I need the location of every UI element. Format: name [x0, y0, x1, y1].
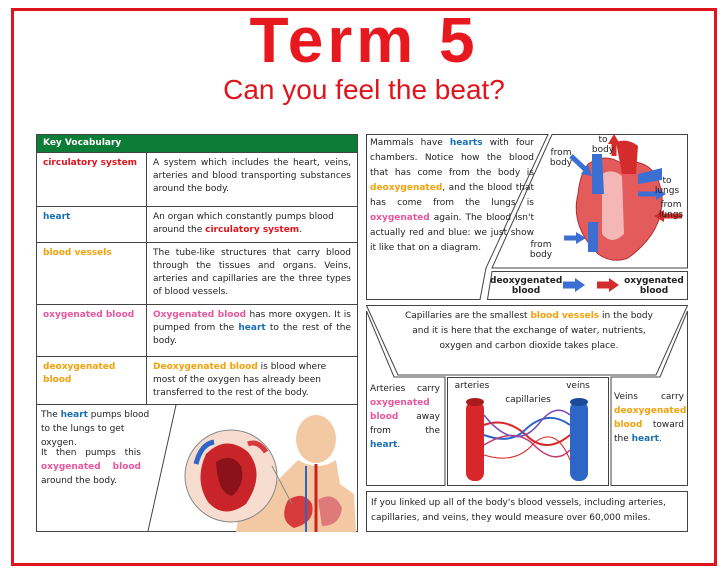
term-deoxygenated-blood: deoxygenated blood [37, 357, 147, 409]
label-from-body-top: from body [549, 148, 573, 168]
definition: A system which includes the heart, veins, arteries and blood transporting substances around the body. [147, 153, 358, 207]
definition: An organ which constantly pumps blood around the circulatory system. [147, 207, 358, 243]
arteries-text: Arteries carry oxygenated blood away from the heart. [370, 384, 440, 450]
veins-text: Veins carry deoxygenated blood toward the heart. [614, 392, 687, 444]
capillaries-text: Capillaries are the smallest blood vessels in the body and it is here that the exchange of water, nutrients, oxygen and carbon dioxide takes place. [405, 311, 653, 351]
fact-text: If you linked up all of the body's blood vessels, including arteries, capillaries, and veins, they would measure over 60,000 miles. [371, 498, 666, 523]
page-title: Term 5 [249, 4, 479, 76]
pump-text-2: It then pumps this oxygenated blood around the body. [41, 448, 141, 486]
pump-text-1: The heart pumps blood to the lungs to get oxygen. [41, 410, 150, 448]
label-veins: veins [566, 381, 590, 391]
label-from-lungs: from lungs [658, 200, 684, 220]
legend-oxygenated: oxygenated blood [624, 276, 684, 296]
vocabulary-heading: Key Vocabulary [37, 135, 358, 153]
term-blood-vessels: blood vessels [37, 243, 147, 305]
term-circulatory-system: circulatory system [37, 153, 147, 207]
term-heart: heart [37, 207, 147, 243]
vocabulary-table [36, 134, 358, 409]
label-to-body: to body [591, 135, 615, 155]
table-row [37, 305, 358, 357]
mammals-text: Mammals have hearts with four chambers. Notice how the blood that has come from the body is deoxygenated, and the blood that has come from the lungs is oxygenated again. The blood isn't actually red and blue: we just show it like that on a diagram. [370, 138, 534, 253]
label-capillaries: capillaries [505, 395, 551, 405]
label-arteries: arteries [454, 381, 490, 391]
table-row [37, 357, 358, 409]
page-subtitle: Can you feel the beat? [223, 74, 505, 105]
table-row [37, 207, 358, 243]
definition: The tube-like structures that carry blood through the tissues and organs. Veins, arteries and capillaries are the three types of blood vessels. [147, 243, 358, 305]
table-row [37, 243, 358, 305]
label-from-body-bottom: from body [529, 240, 553, 260]
legend-deoxygenated: deoxygenated blood [490, 276, 563, 296]
table-row [37, 153, 358, 207]
definition: Oxygenated blood has more oxygen. It is pumped from the heart to the rest of the body. [147, 305, 358, 357]
definition: Deoxygenated blood is blood where most of the oxygen has already been transferred to the rest of the body. [147, 357, 358, 409]
label-to-lungs: to lungs [654, 176, 680, 196]
term-oxygenated-blood: oxygenated blood [37, 305, 147, 357]
